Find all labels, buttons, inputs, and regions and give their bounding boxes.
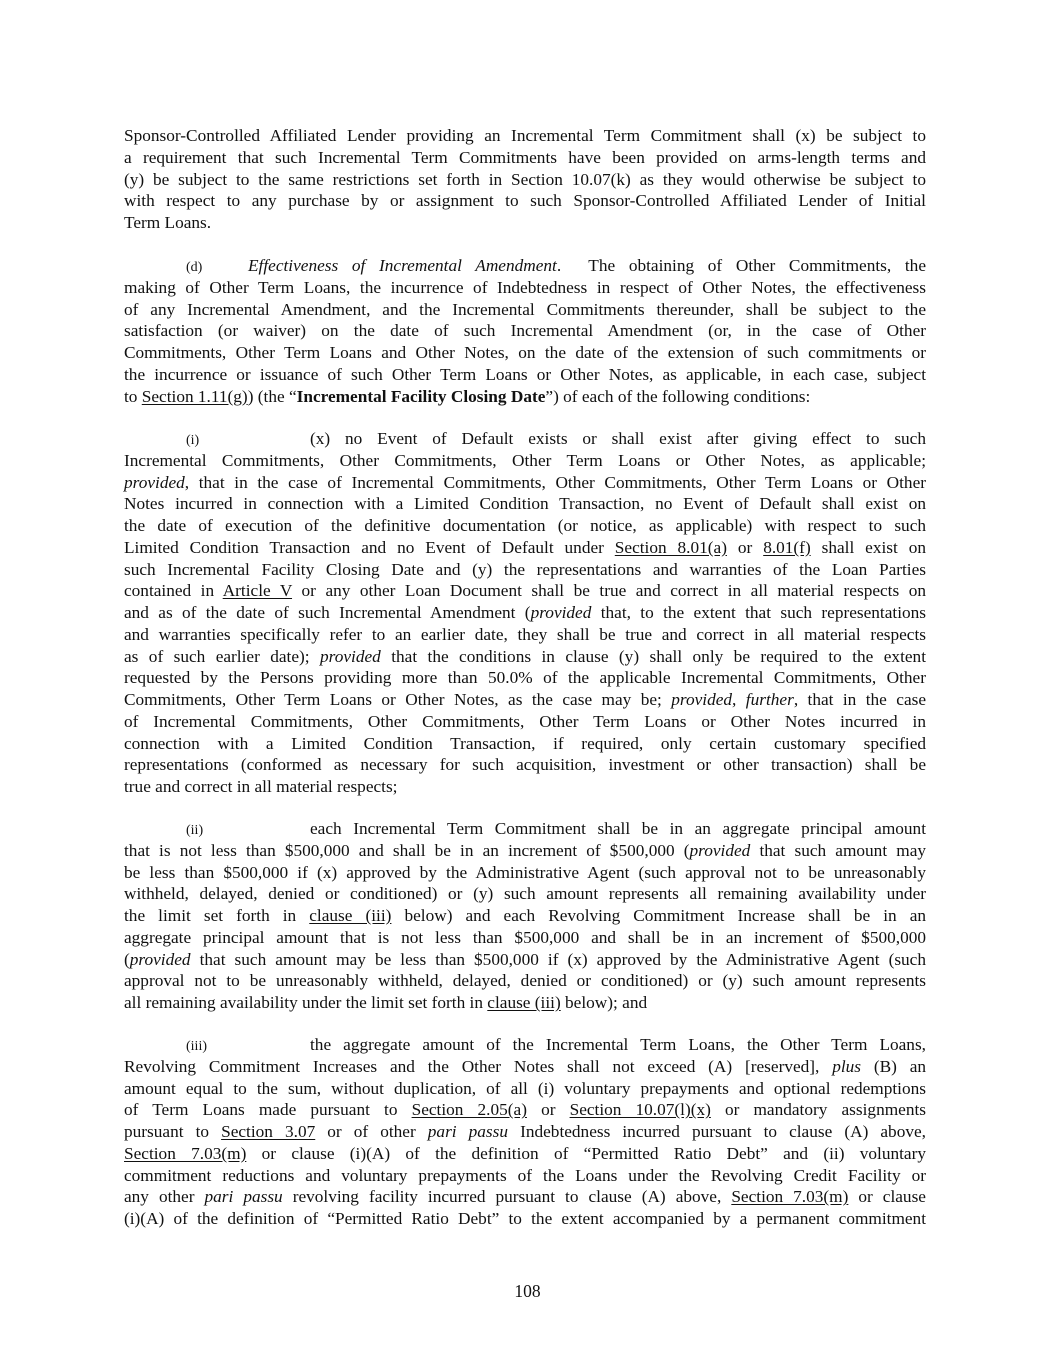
text-run: that is not less than $500,000 and shall be in an increment of $500,000 ( bbox=[124, 840, 690, 860]
text-line: be less than $500,000 if (x) approved by the Administrative Agent (such approval not to be unreasonably bbox=[124, 862, 926, 882]
text-line: of any Incremental Amendment, and the Incremental Commitments thereunder, shall be subject to the bbox=[124, 299, 926, 319]
text-run: or of other bbox=[315, 1122, 428, 1141]
text-line: Notes incurred in connection with a Limited Condition Transaction, no Event of Default shall exist on bbox=[124, 494, 926, 514]
text-line bbox=[124, 537, 926, 559]
text-line bbox=[124, 472, 926, 494]
clause-label: (i) bbox=[186, 433, 200, 448]
section-2-05-a-link[interactable]: Section 2.05(a) bbox=[411, 1100, 527, 1120]
text-line: aggregate principal amount that is not less than $500,000 and shall be in an increment of $500,000 bbox=[124, 927, 926, 947]
text-line: making of Other Term Loans, the incurrence of Indebtedness in respect of Other Notes, the effectiveness bbox=[124, 277, 926, 297]
text-line: connection with a Limited Condition Transaction, if required, only certain customary specified bbox=[124, 733, 926, 753]
pari-passu-term: pari passu bbox=[427, 1122, 509, 1141]
text-run: below); and bbox=[560, 993, 648, 1012]
text-line bbox=[124, 1099, 926, 1121]
text-run: (x) no Event of Default exists or shall exist after giving effect to such bbox=[310, 429, 926, 448]
pari-passu-term: pari passu bbox=[204, 1187, 283, 1207]
text-line: the incurrence or issuance of such Other Term Loans or Other Notes, as applicable, in each case, subject bbox=[124, 364, 926, 384]
text-run: shall exist on bbox=[810, 537, 926, 557]
text-line bbox=[124, 1034, 926, 1056]
plus-term: plus bbox=[832, 1056, 861, 1076]
section-7-03-m-link[interactable]: Section 7.03(m) bbox=[124, 1143, 247, 1163]
text-line bbox=[124, 1056, 926, 1078]
text-run: or clause bbox=[848, 1187, 926, 1207]
text-line: a requirement that such Incremental Term Commitments have been provided on arms-length terms and bbox=[124, 147, 926, 167]
text-line: satisfaction (or waiver) on the date of such Incremental Amendment (or, in the case of Other bbox=[124, 321, 926, 341]
text-run: . The obtaining of Other Commitments, the bbox=[556, 256, 926, 275]
text-run: as of such earlier date); bbox=[124, 646, 320, 666]
section-d-paragraph bbox=[124, 255, 926, 407]
text-line: (i)(A) of the definition of “Permitted Ratio Debt” to the extent accompanied by a permanent commitment bbox=[124, 1209, 926, 1228]
defined-term: Incremental Facility Closing Date bbox=[296, 386, 546, 406]
proviso-term: provided bbox=[671, 690, 733, 709]
text-line: Sponsor-Controlled Affiliated Lender providing an Incremental Term Commitment shall (x) be subject to bbox=[124, 126, 926, 145]
text-line bbox=[124, 428, 926, 450]
text-line bbox=[124, 255, 926, 277]
text-run: that such amount may bbox=[750, 840, 927, 860]
text-run: of Term Loans made pursuant to bbox=[124, 1100, 412, 1120]
text-run: that the conditions in clause (y) shall only be required to the extent bbox=[380, 646, 926, 666]
text-run: revolving facility incurred pursuant to clause (A) above, bbox=[282, 1187, 732, 1207]
text-line bbox=[124, 1143, 926, 1165]
text-run: or any other Loan Document shall be true and correct in all material respects on bbox=[292, 581, 926, 601]
text-run: Indebtedness incurred pursuant to clause (A) above, bbox=[508, 1122, 926, 1141]
clause-label: (ii) bbox=[186, 823, 204, 838]
text-line bbox=[124, 949, 926, 971]
section-1-11-g-link[interactable]: Section 1.11(g) bbox=[141, 386, 248, 406]
text-run: the aggregate amount of the Incremental Term Loans, the Other Term Loans, bbox=[310, 1035, 926, 1054]
clause-i-paragraph bbox=[124, 428, 926, 798]
text-line: true and correct in all material respects; bbox=[124, 777, 398, 796]
text-line: and warranties specifically refer to an earlier date, they shall be true and correct in all material respects bbox=[124, 624, 926, 644]
text-line: Term Loans. bbox=[124, 213, 212, 232]
clause-iii-link[interactable]: clause (iii) bbox=[309, 906, 392, 925]
text-line bbox=[124, 1186, 926, 1208]
text-line bbox=[124, 905, 926, 927]
text-run: Revolving Commitment Increases and the Other Notes shall not exceed (A) [reserved], bbox=[124, 1056, 833, 1076]
text-run: that, to the extent that such representations bbox=[591, 603, 927, 622]
clause-label: (iii) bbox=[186, 1039, 207, 1054]
section-heading: Effectiveness of Incremental Amendment bbox=[248, 256, 557, 275]
proviso-term: provided bbox=[320, 646, 381, 666]
text-line bbox=[124, 992, 926, 1014]
text-line bbox=[124, 689, 926, 711]
clause-iii-paragraph bbox=[124, 1034, 926, 1230]
text-line: such Incremental Facility Closing Date and (y) the representations and warranties of the Loan Parties bbox=[124, 559, 926, 579]
text-run: (B) an bbox=[861, 1056, 927, 1076]
text-line bbox=[124, 602, 926, 624]
text-line bbox=[124, 646, 926, 668]
text-run: below) and each Revolving Commitment Increase shall be in an bbox=[391, 906, 927, 925]
proviso-term: provided bbox=[530, 603, 592, 622]
text-run: ( bbox=[124, 949, 130, 969]
section-7-03-m-link[interactable]: Section 7.03(m) bbox=[731, 1187, 849, 1207]
proviso-term: provided bbox=[129, 949, 191, 969]
text-run: and as of the date of such Incremental Amendment ( bbox=[124, 603, 531, 622]
section-8-01-f-link[interactable]: 8.01(f) bbox=[763, 537, 811, 557]
text-line: (y) be subject to the same restrictions set forth in Section 10.07(k) as they would otherwise be subject to bbox=[124, 169, 926, 189]
proviso-term: further bbox=[745, 690, 794, 709]
page-number: 108 bbox=[514, 1281, 541, 1301]
section-8-01-a-link[interactable]: Section 8.01(a) bbox=[614, 537, 727, 557]
text-run: each Incremental Term Commitment shall be in an aggregate principal amount bbox=[310, 819, 926, 838]
text-line: requested by the Persons providing more than 50.0% of the applicable Incremental Commitments, Other bbox=[124, 668, 926, 688]
text-run: ) (the “ bbox=[247, 386, 297, 406]
section-3-07-link[interactable]: Section 3.07 bbox=[221, 1122, 316, 1141]
text-run: or bbox=[726, 537, 764, 557]
proviso-term: provided bbox=[689, 840, 751, 860]
paragraph-continuation bbox=[124, 125, 926, 234]
text-run: any other bbox=[124, 1187, 205, 1207]
section-label: (d) bbox=[186, 260, 203, 275]
text-run: or clause (i)(A) of the definition of “Permitted Ratio Debt” and (ii) voluntary bbox=[246, 1143, 926, 1163]
text-run: , that in the case bbox=[793, 690, 927, 709]
text-line bbox=[124, 840, 926, 862]
article-v-link[interactable]: Article V bbox=[222, 581, 293, 601]
text-line: representations (conformed as necessary for such acquisition, investment or other transaction) shall be bbox=[124, 755, 926, 775]
text-line: the date of execution of the definitive documentation (or notice, as applicable) with respect to such bbox=[124, 516, 926, 535]
proviso-term: provided bbox=[124, 472, 185, 492]
text-run: Limited Condition Transaction and no Event of Default under bbox=[124, 537, 615, 557]
text-line bbox=[124, 580, 926, 602]
text-run: that such amount may be less than $500,000 if (x) approved by the Administrative Agent (such bbox=[190, 949, 926, 969]
text-run: Commitments, Other Term Loans or Other Notes, as the case may be; bbox=[124, 690, 672, 709]
text-run: pursuant to bbox=[124, 1122, 222, 1141]
text-line: approval not to be unreasonably withheld, delayed, denied or conditioned) or (y) such amount represents bbox=[124, 971, 926, 991]
text-line: commitment reductions and voluntary prepayments of the Loans under the Revolving Credit Facility or bbox=[124, 1165, 926, 1185]
text-line: with respect to any purchase by or assignment to such Sponsor-Controlled Affiliated Lender of Initial bbox=[124, 191, 926, 211]
text-run: or mandatory assignments bbox=[710, 1100, 926, 1120]
text-run: contained in bbox=[124, 581, 223, 601]
text-run: , that in the case of Incremental Commitments, Other Commitments, Other Term Loans or Other bbox=[184, 472, 926, 492]
text-line: amount equal to the sum, without duplication, of all (i) voluntary prepayments and optional redemptions bbox=[124, 1078, 926, 1098]
text-line: of Incremental Commitments, Other Commitments, Other Term Loans or Other Notes incurred in bbox=[124, 711, 926, 731]
text-run: to bbox=[124, 386, 142, 406]
text-line bbox=[124, 818, 926, 840]
section-10-07-l-x-link[interactable]: Section 10.07(l)(x) bbox=[569, 1100, 711, 1120]
text-line: withheld, delayed, denied or conditioned) or (y) such amount represents all remaining availability under bbox=[124, 884, 926, 904]
clause-ii-paragraph bbox=[124, 818, 926, 1014]
text-line: Incremental Commitments, Other Commitments, Other Term Loans or Other Notes, as applicable; bbox=[124, 450, 926, 470]
text-run: or bbox=[526, 1100, 570, 1120]
text-line bbox=[124, 386, 926, 408]
text-run: all remaining availability under the limit set forth in bbox=[124, 993, 488, 1012]
clause-iii-link[interactable]: clause (iii) bbox=[487, 993, 561, 1012]
text-run: , bbox=[732, 690, 746, 709]
text-run: ”) of each of the following conditions: bbox=[545, 386, 811, 406]
text-line bbox=[124, 1121, 926, 1143]
text-run: the limit set forth in bbox=[124, 906, 310, 925]
text-line: Commitments, Other Term Loans and Other Notes, on the date of the extension of such commitments or bbox=[124, 343, 926, 362]
